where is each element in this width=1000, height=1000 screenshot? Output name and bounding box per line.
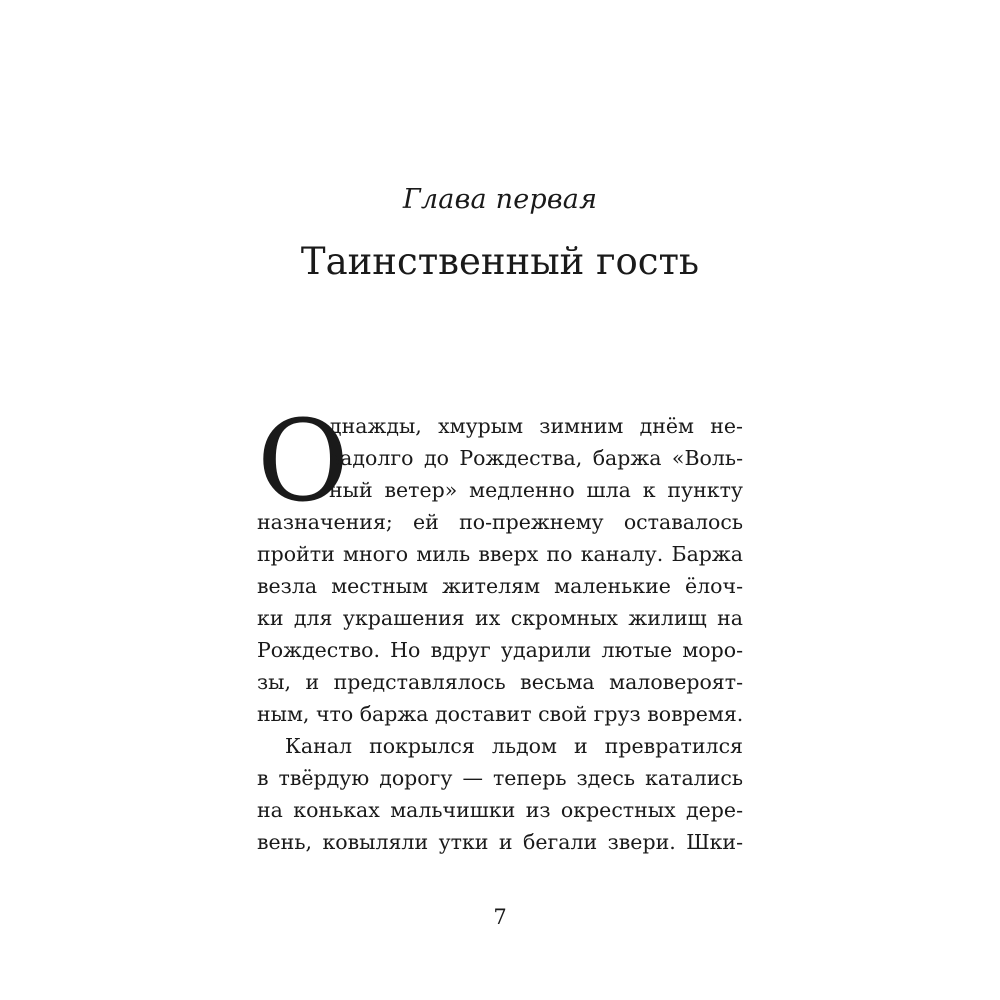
text-line: пройти много миль вверх по каналу. Баржа — [257, 542, 743, 566]
text-line: днажды, хмурым зимним днём не- — [329, 414, 743, 438]
chapter-title: Таинственный гость — [300, 240, 700, 283]
text-line: везла местным жителям маленькие ёлоч- — [257, 574, 743, 598]
body-text — [257, 410, 743, 858]
text-line: на коньках мальчишки из окрестных дере- — [257, 798, 743, 822]
paragraph-1 — [257, 410, 743, 730]
text-line: ный ветер» медленно шла к пункту — [329, 478, 743, 502]
text-line: вень, ковыляли утки и бегали звери. Шки- — [257, 830, 743, 854]
text-line: ным, что баржа доставит свой груз вовремя. — [257, 702, 744, 726]
text-line: назначения; ей по-прежнему оставалось — [257, 510, 743, 534]
text-line: Канал покрылся льдом и превратился — [285, 734, 743, 758]
paragraph-2 — [257, 730, 743, 858]
drop-cap: О — [257, 397, 349, 527]
text-line: Рождество. Но вдруг ударили лютые моро- — [257, 638, 743, 662]
text-line: зы, и представлялось весьма маловероят- — [257, 670, 743, 694]
text-line: задолго до Рождества, баржа «Воль- — [329, 446, 743, 470]
text-line: в твёрдую дорогу — теперь здесь катались — [257, 766, 743, 790]
chapter-label: Глава первая — [402, 184, 598, 215]
text-line: ки для украшения их скромных жилищ на — [257, 606, 743, 630]
page-number: 7 — [493, 905, 507, 929]
